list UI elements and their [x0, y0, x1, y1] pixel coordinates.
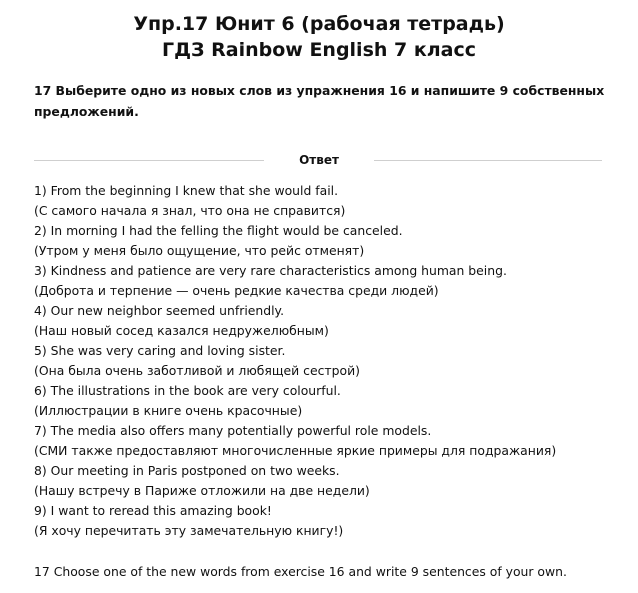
page-title: Упр.17 Юнит 6 (рабочая тетрадь) — [133, 13, 505, 35]
answer-line: 9) I want to reread this amazing book! — [34, 503, 272, 518]
answer-line: (С самого начала я знал, что она не справится) — [34, 203, 346, 218]
english-task-text: 17 Choose one of the new words from exercise 16 and write 9 sentences of your own. — [34, 564, 567, 579]
answer-line: (Доброта и терпение — очень редкие качества среди людей) — [34, 283, 439, 298]
answer-line: (СМИ также предоставляют многочисленные яркие примеры для подражания) — [34, 443, 557, 458]
answer-line: (Иллюстрации в книге очень красочные) — [34, 403, 303, 418]
answer-line: (Я хочу перечитать эту замечательную книгу!) — [34, 523, 344, 538]
answer-line: 2) In morning I had the felling the flight would be canceled. — [34, 223, 403, 238]
divider-line-left — [34, 160, 264, 161]
answer-line: 5) She was very caring and loving sister. — [34, 343, 286, 358]
task-instruction: 17 Выберите одно из новых слов из упражнения 16 и напишите 9 собственных предложений. — [34, 83, 605, 119]
answer-line: 1) From the beginning I knew that she would fail. — [34, 183, 339, 198]
answer-list — [34, 181, 624, 541]
divider-line-right — [374, 160, 602, 161]
answer-line: 3) Kindness and patience are very rare characteristics among human being. — [34, 263, 507, 278]
answer-line: (Она была очень заботливой и любящей сестрой) — [34, 363, 360, 378]
answer-divider — [34, 150, 602, 172]
answer-line: (Утром у меня было ощущение, что рейс отменят) — [34, 243, 365, 258]
page-subtitle: ГДЗ Rainbow English 7 класс — [161, 39, 477, 61]
answer-line: 6) The illustrations in the book are very colourful. — [34, 383, 341, 398]
answer-line: (Нашу встречу в Париже отложили на две недели) — [34, 483, 370, 498]
answer-line: (Наш новый сосед казался недружелюбным) — [34, 323, 329, 338]
answer-heading: Ответ — [299, 153, 339, 167]
answer-line: 8) Our meeting in Paris postponed on two weeks. — [34, 463, 340, 478]
answer-line: 7) The media also offers many potentially powerful role models. — [34, 423, 432, 438]
answer-line: 4) Our new neighbor seemed unfriendly. — [34, 303, 285, 318]
